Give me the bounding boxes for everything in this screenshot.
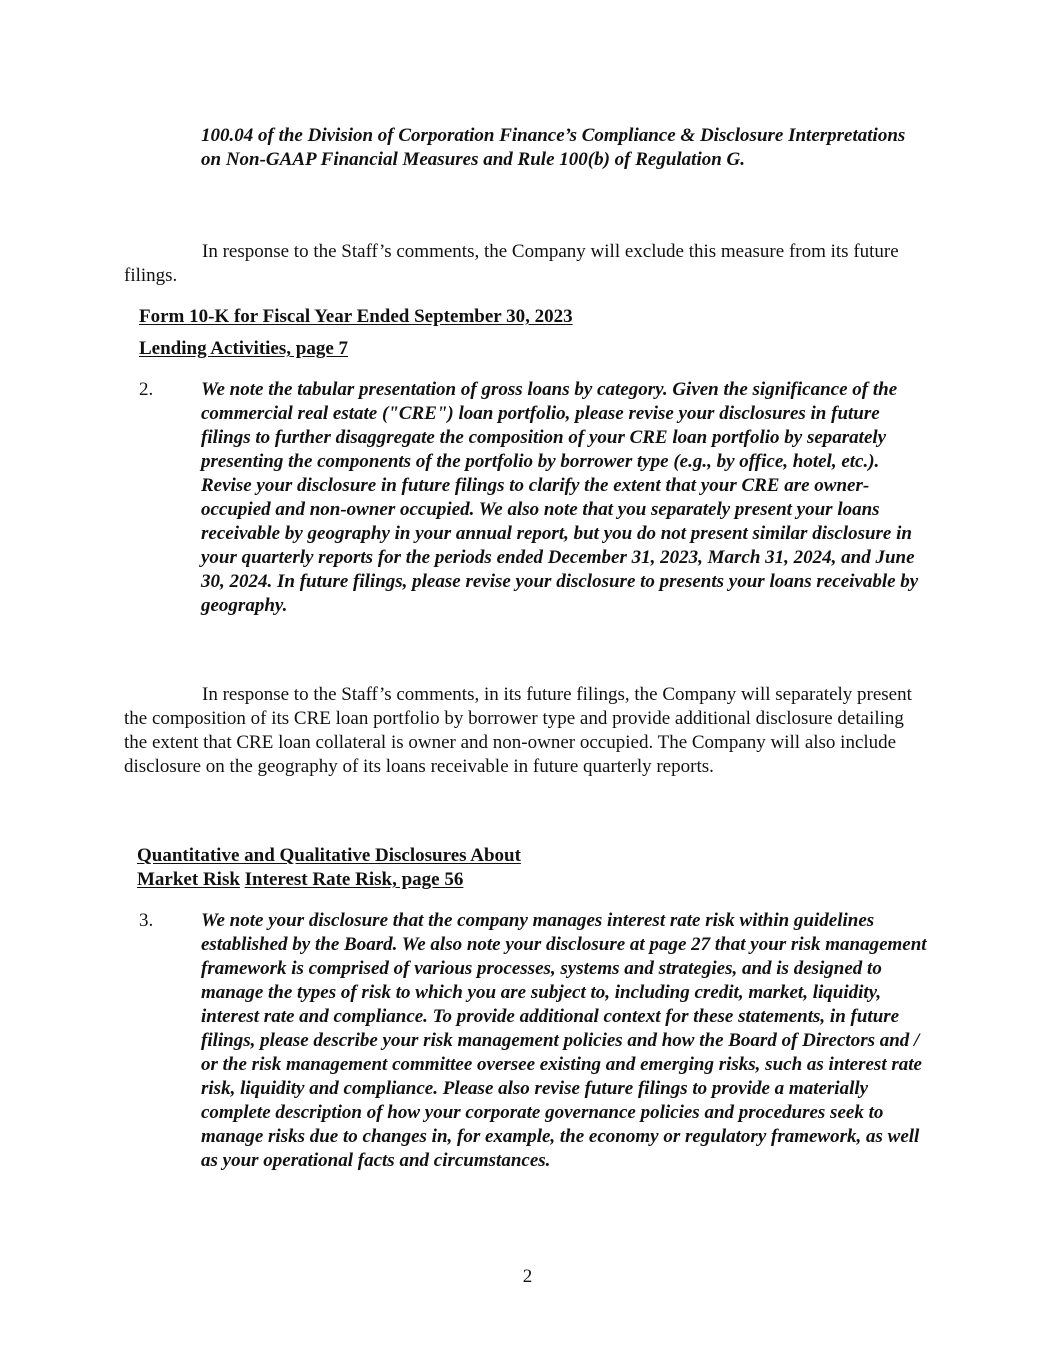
response-1-text: In response to the Staff’s comments, the Company will exclude this measure from its future filings. bbox=[124, 241, 899, 286]
heading-market-risk: Market Risk bbox=[137, 869, 240, 890]
heading-quant-line-1: Quantitative and Qualitative Disclosures About bbox=[137, 845, 521, 866]
page-number: 2 bbox=[522, 1266, 533, 1287]
comment-2-text: We note the tabular presentation of gross loans by category. Given the significance of the commercial real estate ("CRE") loan portfolio, please revise your disclosures in future filings to further disaggregate the composition of your CRE loan portfolio by separately presenting the components of the portfolio by borrower type (e.g., by office, hotel, etc.). Revise your disclosure in future filings to clarify the extent that your CRE are owner- occupied and non-owner occupied. We also note that you separately present your loans receivable by geography in your annual report, but you do not present similar disclosure in your quarterly reports for the periods ended December 31, 2023, March 31, 2024, and June 30, 2024. In future filings, please revise your disclosure to presents your loans receivable by geography. bbox=[201, 379, 919, 616]
heading-quant-line-2 bbox=[137, 868, 521, 892]
heading-interest-rate-risk: Interest Rate Risk, page 56 bbox=[244, 869, 464, 890]
comment-2-number: 2. bbox=[139, 379, 154, 400]
comment-3-text: We note your disclosure that the company manages interest rate risk within guidelines established by the Board. We also note your disclosure at page 27 that your risk management framework is comprised of various processes, systems and strategies, and is designed to manage the types of risk to which you are subject to, including credit, market, liquidity, interest rate and compliance. To provide additional context for these statements, in future filings, please describe your risk management policies and how the Board of Directors and / or the risk management committee oversee existing and emerging risks, such as interest rate risk, liquidity and compliance. Please also revise future filings to provide a materially complete description of how your corporate governance policies and procedures seek to manage risks due to changes in, for example, the economy or regulatory framework, as well as your operational facts and circumstances. bbox=[201, 910, 927, 1171]
heading-lending-activities: Lending Activities, page 7 bbox=[139, 338, 349, 359]
comment-3-number: 3. bbox=[139, 910, 154, 931]
response-2-text: In response to the Staff’s comments, in its future filings, the Company will separately present the composition of its CRE loan portfolio by borrower type and provide additional disclosure detailing the extent that CRE loan collateral is owner and non-owner occupied. The Company will also include disclosure on the geography of its loans receivable in future quarterly reports. bbox=[124, 684, 912, 777]
intro-comment-text: 100.04 of the Division of Corporation Finance’s Compliance & Disclosure Interpretations on Non-GAAP Financial Measures and Rule 100(b) of Regulation G. bbox=[201, 125, 906, 170]
heading-quantitative-disclosures bbox=[137, 844, 521, 892]
heading-form-10k: Form 10-K for Fiscal Year Ended September 30, 2023 bbox=[139, 306, 573, 327]
